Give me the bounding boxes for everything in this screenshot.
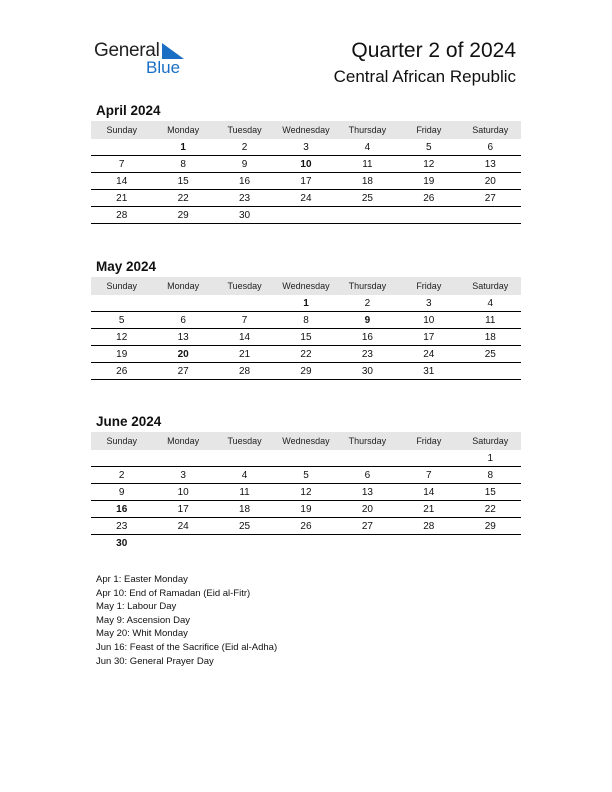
day-cell: 23 xyxy=(214,190,275,207)
day-cell: 17 xyxy=(152,501,213,518)
weekday-header: Wednesday xyxy=(275,277,336,295)
week-row xyxy=(91,450,521,467)
weekday-header: Saturday xyxy=(460,277,521,295)
month-may xyxy=(91,259,521,380)
day-cell: 10 xyxy=(398,312,459,329)
day-cell: 21 xyxy=(214,346,275,363)
weekday-header: Monday xyxy=(152,121,213,139)
week-row xyxy=(91,535,521,552)
day-cell: 24 xyxy=(398,346,459,363)
day-cell: 29 xyxy=(152,207,213,224)
day-cell: 7 xyxy=(91,156,152,173)
day-cell: 16 xyxy=(337,329,398,346)
logo-text-general: General xyxy=(94,40,160,61)
weekday-header: Sunday xyxy=(91,277,152,295)
day-cell: 8 xyxy=(460,467,521,484)
day-cell xyxy=(460,207,521,224)
day-cell xyxy=(337,207,398,224)
day-cell: 31 xyxy=(398,363,459,380)
week-row xyxy=(91,312,521,329)
day-cell: 25 xyxy=(337,190,398,207)
day-cell: 9 xyxy=(214,156,275,173)
day-cell: 7 xyxy=(214,312,275,329)
day-cell xyxy=(275,207,336,224)
day-cell: 30 xyxy=(116,537,128,549)
day-cell: 5 xyxy=(275,467,336,484)
day-cell: 9 xyxy=(337,312,398,329)
weekday-header: Sunday xyxy=(91,121,152,139)
day-cell: 13 xyxy=(152,329,213,346)
day-cell xyxy=(337,450,398,467)
weekday-header: Wednesday xyxy=(275,432,336,450)
holiday-note: Apr 1: Easter Monday xyxy=(96,574,188,585)
day-cell: 20 xyxy=(337,501,398,518)
day-cell: 3 xyxy=(398,295,459,312)
weekday-header: Thursday xyxy=(337,277,398,295)
weekday-header: Friday xyxy=(398,277,459,295)
day-cell xyxy=(398,207,459,224)
weekday-header: Wednesday xyxy=(275,121,336,139)
holiday-note: Apr 10: End of Ramadan (Eid al-Fitr) xyxy=(96,587,251,599)
day-cell: 18 xyxy=(337,173,398,190)
page-title: Quarter 2 of 2024 xyxy=(351,39,516,62)
day-cell xyxy=(91,139,152,156)
day-cell: 4 xyxy=(214,467,275,484)
holiday-note: May 1: Labour Day xyxy=(96,601,177,613)
day-cell: 19 xyxy=(91,346,152,363)
weekday-header: Friday xyxy=(398,432,459,450)
week-row xyxy=(91,484,521,501)
week-row xyxy=(91,518,521,535)
week-row xyxy=(91,329,521,346)
day-cell xyxy=(460,535,521,552)
day-cell xyxy=(152,450,213,467)
day-cell: 14 xyxy=(91,173,152,190)
day-cell: 28 xyxy=(398,518,459,535)
day-cell: 23 xyxy=(91,518,152,535)
day-cell: 12 xyxy=(398,156,459,173)
country-name: Central African Republic xyxy=(333,67,516,86)
weekday-header: Tuesday xyxy=(214,121,275,139)
day-cell xyxy=(91,450,152,467)
weekday-header: Tuesday xyxy=(214,277,275,295)
month-title: May 2024 xyxy=(96,259,157,274)
day-cell: 28 xyxy=(214,363,275,380)
holiday-notes xyxy=(96,573,277,668)
day-cell: 8 xyxy=(275,312,336,329)
day-cell: 3 xyxy=(152,467,213,484)
calendar-grid xyxy=(91,121,521,224)
holiday-note: Jun 30: General Prayer Day xyxy=(96,655,214,667)
day-cell: 25 xyxy=(214,518,275,535)
day-cell: 11 xyxy=(214,484,275,501)
day-cell: 10 xyxy=(275,156,336,173)
day-cell: 6 xyxy=(460,139,521,156)
week-row xyxy=(91,346,521,363)
weekday-header: Saturday xyxy=(460,432,521,450)
day-cell: 10 xyxy=(152,484,213,501)
day-cell: 8 xyxy=(152,156,213,173)
day-cell: 1 xyxy=(460,450,521,467)
weekday-header: Monday xyxy=(152,277,213,295)
week-row xyxy=(91,139,521,156)
day-cell: 12 xyxy=(91,329,152,346)
day-cell: 22 xyxy=(152,190,213,207)
day-cell: 5 xyxy=(398,139,459,156)
day-cell: 1 xyxy=(275,295,336,312)
weekday-header: Sunday xyxy=(91,432,152,450)
day-cell xyxy=(214,295,275,312)
day-cell: 24 xyxy=(152,518,213,535)
day-cell xyxy=(152,535,213,552)
week-row xyxy=(91,295,521,312)
day-cell: 15 xyxy=(275,329,336,346)
day-cell xyxy=(214,450,275,467)
day-cell: 17 xyxy=(398,329,459,346)
day-cell: 29 xyxy=(275,363,336,380)
day-cell: 27 xyxy=(337,518,398,535)
week-row xyxy=(91,363,521,380)
week-row xyxy=(91,501,521,518)
month-june xyxy=(91,414,521,551)
brand-logo xyxy=(94,40,204,80)
day-cell: 13 xyxy=(460,156,521,173)
day-cell: 23 xyxy=(337,346,398,363)
day-cell: 21 xyxy=(398,501,459,518)
day-cell: 30 xyxy=(214,207,275,224)
day-cell xyxy=(214,535,275,552)
weekday-header: Saturday xyxy=(460,121,521,139)
day-cell: 2 xyxy=(91,467,152,484)
week-row xyxy=(91,467,521,484)
day-cell xyxy=(460,363,521,380)
day-cell: 12 xyxy=(275,484,336,501)
day-cell: 3 xyxy=(275,139,336,156)
day-cell xyxy=(152,295,213,312)
day-cell: 18 xyxy=(460,329,521,346)
holiday-note: May 20: Whit Monday xyxy=(96,628,188,640)
week-row xyxy=(91,173,521,190)
day-cell: 22 xyxy=(275,346,336,363)
day-cell xyxy=(398,535,459,552)
day-cell: 11 xyxy=(460,312,521,329)
day-cell: 14 xyxy=(214,329,275,346)
day-cell: 4 xyxy=(337,139,398,156)
calendar-grid xyxy=(91,432,521,551)
day-cell: 6 xyxy=(337,467,398,484)
weekday-header: Friday xyxy=(398,121,459,139)
logo-text-blue: Blue xyxy=(146,58,181,77)
day-cell: 15 xyxy=(460,484,521,501)
month-title: June 2024 xyxy=(96,414,162,429)
holiday-note: Jun 16: Feast of the Sacrifice (Eid al-Adha) xyxy=(96,641,278,653)
day-cell: 21 xyxy=(91,190,152,207)
day-cell: 1 xyxy=(152,139,213,156)
day-cell: 30 xyxy=(337,363,398,380)
day-cell: 26 xyxy=(275,518,336,535)
day-cell: 6 xyxy=(152,312,213,329)
day-cell: 18 xyxy=(214,501,275,518)
day-cell: 19 xyxy=(275,501,336,518)
day-cell: 14 xyxy=(398,484,459,501)
day-cell xyxy=(275,535,336,552)
day-cell xyxy=(337,535,398,552)
day-cell: 4 xyxy=(460,295,521,312)
week-row xyxy=(91,207,521,224)
month-title: April 2024 xyxy=(96,103,161,118)
day-cell: 25 xyxy=(460,346,521,363)
day-cell: 26 xyxy=(398,190,459,207)
holiday-note: May 9: Ascension Day xyxy=(96,614,190,626)
day-cell: 27 xyxy=(152,363,213,380)
day-cell: 26 xyxy=(91,363,152,380)
weekday-header: Thursday xyxy=(337,121,398,139)
day-cell: 22 xyxy=(460,501,521,518)
weekday-header: Tuesday xyxy=(214,432,275,450)
day-cell: 13 xyxy=(337,484,398,501)
day-cell: 20 xyxy=(152,346,213,363)
day-cell: 2 xyxy=(214,139,275,156)
day-cell: 28 xyxy=(91,207,152,224)
day-cell: 19 xyxy=(398,173,459,190)
day-cell: 24 xyxy=(275,190,336,207)
day-cell: 11 xyxy=(337,156,398,173)
day-cell: 27 xyxy=(460,190,521,207)
week-row xyxy=(91,190,521,207)
day-cell: 17 xyxy=(275,173,336,190)
day-cell: 16 xyxy=(214,173,275,190)
weekday-header: Thursday xyxy=(337,432,398,450)
day-cell: 16 xyxy=(91,501,152,518)
month-april xyxy=(91,103,521,224)
calendar-grid xyxy=(91,277,521,380)
day-cell xyxy=(275,450,336,467)
day-cell: 29 xyxy=(460,518,521,535)
day-cell: 5 xyxy=(91,312,152,329)
day-cell xyxy=(91,295,152,312)
weekday-header: Monday xyxy=(152,432,213,450)
day-cell: 15 xyxy=(152,173,213,190)
day-cell: 9 xyxy=(91,484,152,501)
week-row xyxy=(91,156,521,173)
day-cell: 2 xyxy=(337,295,398,312)
day-cell: 20 xyxy=(460,173,521,190)
day-cell xyxy=(398,450,459,467)
day-cell: 7 xyxy=(398,467,459,484)
